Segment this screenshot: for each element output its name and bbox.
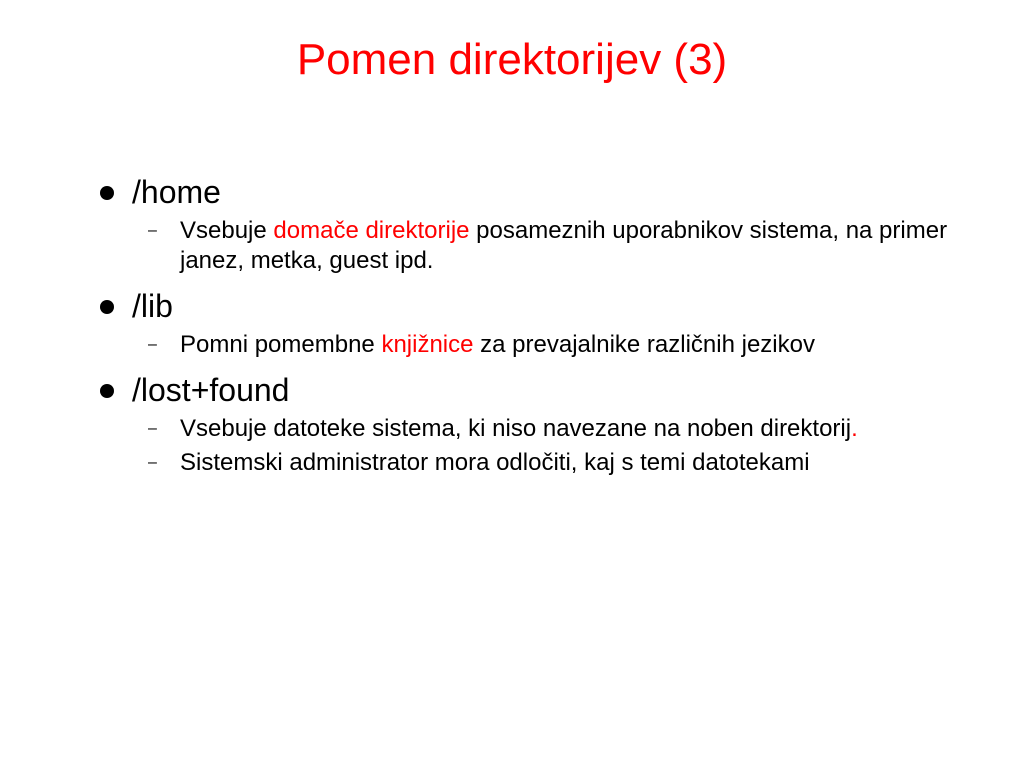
bullet-dot-icon [100, 300, 114, 314]
sub-text: za prevajalnike različnih jezikov [473, 331, 815, 358]
sub-highlight: . [851, 415, 858, 442]
sub-text: Vsebuje datoteke sistema, ki niso navezane na noben direktorij [180, 415, 852, 442]
dash-icon: – [148, 222, 157, 239]
bullet-item-lost-found [96, 370, 996, 410]
sub-list-home [96, 216, 996, 276]
sub-item [96, 330, 996, 360]
dash-icon: – [148, 336, 157, 353]
dash-icon: – [148, 454, 157, 471]
sub-text: Sistemski administrator mora odločiti, kaj s temi datotekami [180, 449, 810, 476]
dash-icon: – [148, 420, 157, 437]
bullet-label: /lost+found [132, 372, 290, 408]
bullet-item-lib [96, 286, 996, 326]
sub-list-lib [96, 330, 996, 360]
sub-highlight: domače direktorije [273, 217, 470, 244]
sub-item [96, 216, 996, 276]
sub-item [96, 448, 996, 478]
slide-title: Pomen direktorijev (3) [296, 35, 728, 84]
bullet-list [96, 172, 996, 488]
sub-list-lost-found [96, 414, 996, 478]
sub-text: posameznih uporabnikov sistema, na primer janez, metka, guest ipd. [180, 217, 948, 274]
bullet-item-home [96, 172, 996, 212]
bullet-dot-icon [100, 384, 114, 398]
sub-highlight: knjižnice [381, 331, 474, 358]
bullet-label: /home [132, 174, 221, 210]
sub-text: Pomni pomembne [180, 331, 382, 358]
sub-text: Vsebuje [180, 217, 274, 244]
bullet-label: /lib [132, 288, 173, 324]
sub-item [96, 414, 996, 444]
bullet-dot-icon [100, 186, 114, 200]
